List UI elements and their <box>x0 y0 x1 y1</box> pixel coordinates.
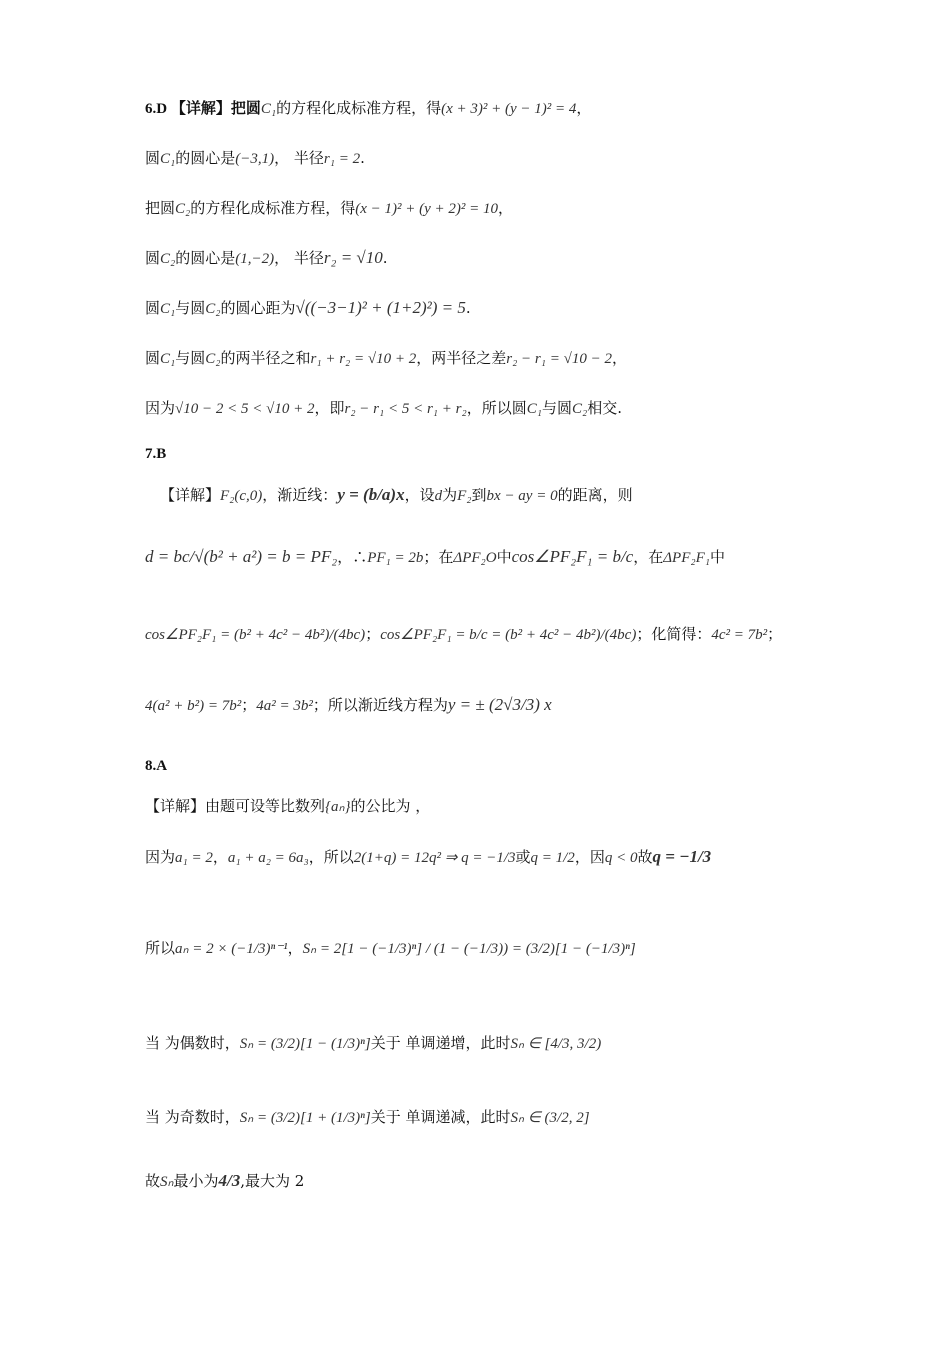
text: ，所以 <box>308 848 354 866</box>
math-center: (−3,1) <box>235 151 275 167</box>
q8-heading: 8.A <box>145 758 168 774</box>
math-distance: d = bc/√(b² + a²) = b = PF₂ <box>145 547 338 566</box>
text: . <box>465 299 471 317</box>
math-inequality: r₂ − r₁ < 5 < r₁ + r₂ <box>344 401 467 417</box>
text: 当 为偶数时， <box>145 1034 240 1052</box>
text: 因为 <box>145 848 176 866</box>
math-c1: C₁ <box>260 101 277 117</box>
math-cosine: cos∠PF₂F₁ = (b² + 4c² − 4b²)/(4bc) <box>145 627 366 643</box>
math-c2: C₂ <box>571 401 588 417</box>
math-c2: C₂ <box>205 301 221 317</box>
math-sn: Sₙ <box>160 1174 174 1190</box>
text: 所以 <box>145 939 176 957</box>
text: ， <box>287 939 303 957</box>
text: ；在 <box>423 548 454 566</box>
text: 当 为奇数时， <box>145 1108 240 1126</box>
q7-line-2 <box>145 546 725 569</box>
math-equation: (x − 1)² + (y + 2)² = 10 <box>355 201 499 217</box>
q6-line-3 <box>145 197 513 220</box>
math-center: (1,−2) <box>235 251 275 267</box>
text: 【详解】由题可设等比数列 <box>145 797 326 815</box>
q8-line-5 <box>145 1106 590 1129</box>
text: 与圆 <box>175 349 206 367</box>
q6-line-6 <box>145 347 627 370</box>
text: 因为 <box>145 399 176 417</box>
text: ；化简得： <box>636 625 712 643</box>
text: 圆 <box>145 149 161 167</box>
text: ， <box>212 848 228 866</box>
q8-line-2 <box>145 846 711 869</box>
math-triangle: ΔPF₂F₁ <box>663 550 710 566</box>
math-relation: a₁ + a₂ = 6a₃ <box>227 850 309 866</box>
text: 的圆心距为 <box>220 299 296 317</box>
text: ，在 <box>633 548 664 566</box>
text: ，所以圆 <box>466 399 527 417</box>
q8-line-1 <box>145 795 430 818</box>
math-focus: F₂(c,0) <box>220 488 263 504</box>
text: ，设 <box>404 486 435 504</box>
text: ；所以渐近线方程为 <box>312 696 448 714</box>
text: 的两半径之和 <box>220 349 311 367</box>
text: . <box>382 249 388 267</box>
text: 【详解】 <box>160 486 221 504</box>
text: 最小为 <box>173 1172 219 1190</box>
math-sequence: {aₙ} <box>325 799 351 815</box>
text: 的公比为 ， <box>350 797 431 815</box>
text: 的方程化成标准方程，得 <box>276 99 442 117</box>
math-sum-odd: Sₙ = (3/2)[1 + (1/3)ⁿ] <box>239 1110 371 1126</box>
q6-heading: 6.D 【详解】把圆 <box>145 101 261 117</box>
text: 与圆 <box>541 399 572 417</box>
q7-heading: 7.B <box>145 446 167 462</box>
text: 的方程化成标准方程，得 <box>190 199 356 217</box>
math-range: Sₙ ∈ (3/2, 2] <box>510 1110 590 1126</box>
text: 圆 <box>145 349 161 367</box>
text: ； <box>241 696 257 714</box>
math-radius: r₁ = 2 <box>323 151 361 167</box>
math-d: d <box>434 488 443 504</box>
math-c1: C₁ <box>160 351 176 367</box>
math-triangle: ΔPF₂O <box>453 550 497 566</box>
math-pf1: PF₁ = 2b <box>367 550 424 566</box>
math-c2: C₂ <box>160 251 176 267</box>
math-sum-even: Sₙ = (3/2)[1 − (1/3)ⁿ] <box>239 1036 371 1052</box>
math-a1: a₁ = 2 <box>175 850 213 866</box>
text: ； <box>767 625 783 643</box>
math-cosine: cos∠PF₂F₁ = b/c = (b² + 4c² − 4b²)/(4bc) <box>380 627 637 643</box>
q8-line-3 <box>145 937 636 960</box>
math-inequality: √10 − 2 < 5 < √10 + 2 <box>175 401 315 417</box>
math-c1: C₁ <box>526 401 542 417</box>
text: 到 <box>471 486 487 504</box>
text: ，因 <box>574 848 605 866</box>
text: ，两半径之差 <box>416 349 507 367</box>
math-result: 4c² = 7b² <box>711 627 768 643</box>
text: 关于 单调递增，此时 <box>370 1034 511 1052</box>
math-q: q = 1/2 <box>530 850 575 866</box>
text: 故 <box>145 1172 161 1190</box>
math-equation: 2(1+q) = 12q² ⇒ q = −1/3 <box>353 850 516 866</box>
math-sum: r₁ + r₂ = √10 + 2 <box>310 351 417 367</box>
math-sum-formula: Sₙ = 2[1 − (−1/3)ⁿ] / (1 − (−1/3)) = (3/2)[1 − (−1/3)ⁿ] <box>302 941 636 957</box>
math-radius: r₂ = √10 <box>323 248 383 267</box>
text: 或 <box>515 848 531 866</box>
math-min: 4/3 <box>218 1171 241 1190</box>
text: 与圆 <box>175 299 206 317</box>
math-c2: C₂ <box>175 201 191 217</box>
q8-line-4 <box>145 1032 601 1055</box>
text: 的距离，则 <box>557 486 633 504</box>
text: ，即 <box>314 399 345 417</box>
text: 的圆心是 <box>175 149 236 167</box>
text: 圆 <box>145 299 161 317</box>
math-general-term: aₙ = 2 × (−1/3)ⁿ⁻¹ <box>175 941 288 957</box>
math-line: bx − ay = 0 <box>486 488 558 504</box>
math-equation: 4(a² + b²) = 7b² <box>145 698 242 714</box>
text: ， <box>498 199 514 217</box>
text: ； <box>365 625 381 643</box>
math-q: q < 0 <box>604 850 638 866</box>
math-cosine: cos∠PF₂F₁ = b/c <box>511 547 634 566</box>
math-q-answer: q = −1/3 <box>652 847 712 866</box>
math-c1: C₁ <box>160 151 176 167</box>
text: 关于 单调递减，此时 <box>370 1108 511 1126</box>
text: ， 半径 <box>274 249 324 267</box>
text: 中 <box>496 548 512 566</box>
math-c2: C₂ <box>205 351 221 367</box>
q6-line-7 <box>145 397 622 420</box>
math-distance: √((−3−1)² + (1+2)²) = 5 <box>295 298 466 317</box>
math-c1: C₁ <box>160 301 176 317</box>
q8-line-6 <box>145 1170 304 1193</box>
text: ， <box>611 349 627 367</box>
math-diff: r₂ − r₁ = √10 − 2 <box>506 351 612 367</box>
text: 为 <box>442 486 458 504</box>
text: ， 半径 <box>274 149 324 167</box>
text: 圆 <box>145 249 161 267</box>
text: 相交. <box>587 399 622 417</box>
math-equation: (x + 3)² + (y − 1)² = 4 <box>441 101 577 117</box>
q6-line-1 <box>145 97 591 120</box>
math-range: Sₙ ∈ [4/3, 3/2) <box>510 1036 602 1052</box>
q6-line-4 <box>145 247 388 270</box>
text: 中 <box>709 548 725 566</box>
text: ， <box>576 99 592 117</box>
text: ，∴ <box>337 548 368 566</box>
q6-line-5 <box>145 297 471 320</box>
text: ,最大为 2 <box>240 1172 305 1190</box>
math-asymptote: y = (b/a)x <box>337 485 405 504</box>
text: . <box>360 149 365 167</box>
q7-line-3 <box>145 623 782 646</box>
math-focus: F₂ <box>457 488 472 504</box>
q7-line-1 <box>160 484 633 507</box>
math-equation: 4a² = 3b² <box>256 698 313 714</box>
text: 的圆心是 <box>175 249 236 267</box>
text: 故 <box>637 848 653 866</box>
text: 把圆 <box>145 199 176 217</box>
q6-line-2 <box>145 147 365 170</box>
text: ，渐近线： <box>262 486 338 504</box>
q7-line-4 <box>145 694 552 717</box>
math-answer: y = ± (2√3/3) x <box>447 695 552 714</box>
